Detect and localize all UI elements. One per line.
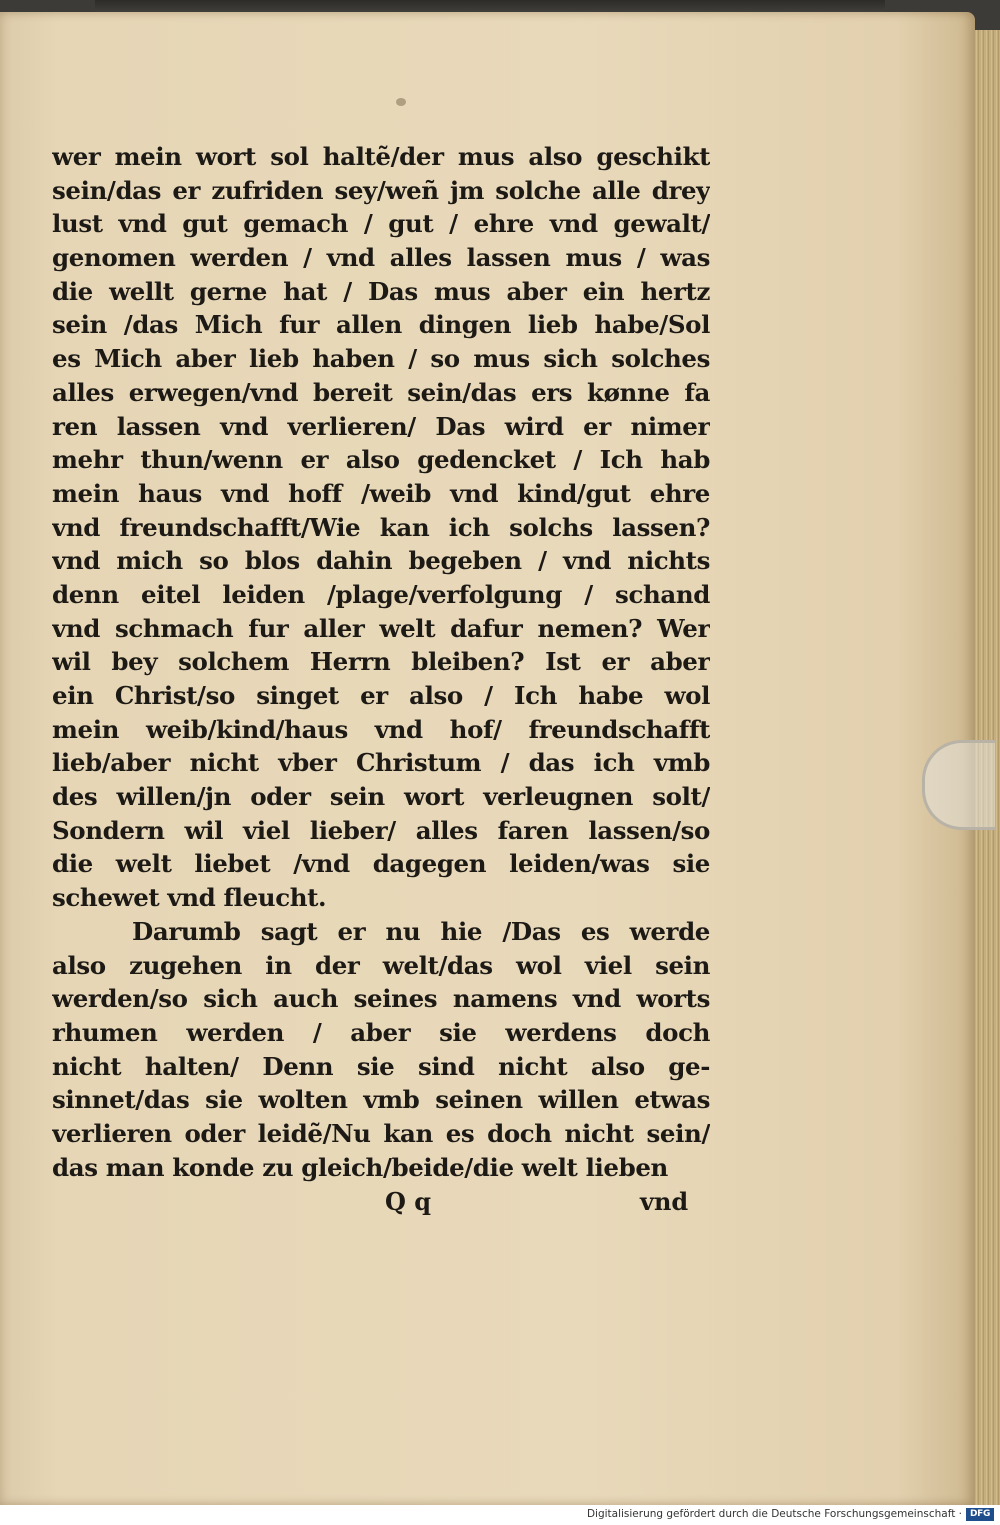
text-line: rhumen werden / aber sie werdens doch <box>52 1017 710 1047</box>
text-line: genomen werden / vnd alles lassen mus / was <box>52 243 710 273</box>
text-line: denn eitel leiden /plage/verfolgung / schand <box>52 579 710 609</box>
signature-mark: Q q <box>385 1187 432 1216</box>
funding-credit: Digitalisierung gefördert durch die Deutsche Forschungsgemeinschaft · <box>586 1508 962 1520</box>
text-line: mein weib/kind/haus vnd hof/ freundschafft <box>52 714 710 744</box>
text-line: also zugehen in der welt/das wol viel sein <box>52 950 710 980</box>
text-line: die welt liebet /vnd dagegen leiden/was sie <box>52 849 710 879</box>
text-line: das man konde zu gleich/beide/die welt lieben <box>52 1152 668 1182</box>
body-text <box>52 140 710 1184</box>
text-line: Darumb sagt er nu hie /Das es werde <box>132 916 710 946</box>
text-line: mein haus vnd hoff /weib vnd kind/gut ehre <box>52 478 710 508</box>
text-line: mehr thun/wenn er also gedencket / Ich hab <box>52 445 710 475</box>
catchword: vnd <box>640 1187 689 1216</box>
text-line: es Mich aber lieb haben / so mus sich solches <box>52 344 710 374</box>
text-line: nicht halten/ Denn sie sind nicht also ge- <box>52 1051 710 1081</box>
text-line: wer mein wort sol haltẽ/der mus also geschikt <box>52 142 710 171</box>
dfg-logo[interactable]: DFG <box>966 1508 994 1521</box>
text-line: verlieren oder leidẽ/Nu kan es doch nicht sein/ <box>52 1118 710 1148</box>
text-line: vnd schmach fur aller welt dafur nemen? Wer <box>52 613 710 643</box>
text-line: lieb/aber nicht vber Christum / das ich vmb <box>52 748 710 778</box>
text-line: vnd freundschafft/Wie kan ich solchs lassen? <box>52 512 710 542</box>
text-line: werden/so sich auch seines namens vnd worts <box>52 984 710 1014</box>
text-line: ren lassen vnd verlieren/ Das wird er nimer <box>52 411 710 441</box>
text-line: des willen/jn oder sein wort verleugnen solt/ <box>52 782 710 812</box>
page-stain <box>396 98 406 106</box>
text-line: sein/das er zufriden sey/weñ jm solche alle drey <box>52 175 710 205</box>
text-line: sinnet/das sie wolten vmb seinen willen etwas <box>52 1085 710 1115</box>
text-line: schewet vnd fleucht. <box>52 883 327 913</box>
text-line: sein /das Mich fur allen dingen lieb habe/Sol <box>52 310 710 340</box>
footer-bar <box>0 1505 1000 1525</box>
text-line: lust vnd gut gemach / gut / ehre vnd gewalt/ <box>52 209 710 239</box>
text-line: die wellt gerne hat / Das mus aber ein hertz <box>52 276 710 306</box>
text-line: vnd mich so blos dahin begeben / vnd nichts <box>52 546 710 576</box>
text-line: wil bey solchem Herrn bleiben? Ist er aber <box>52 647 710 677</box>
text-line: ein Christ/so singet er also / Ich habe wol <box>52 681 710 710</box>
text-line: alles erwegen/vnd bereit sein/das ers kønne fa <box>52 377 710 407</box>
text-line: Sondern wil viel lieber/ alles faren lassen/so <box>52 815 710 845</box>
page-clip <box>922 740 995 830</box>
